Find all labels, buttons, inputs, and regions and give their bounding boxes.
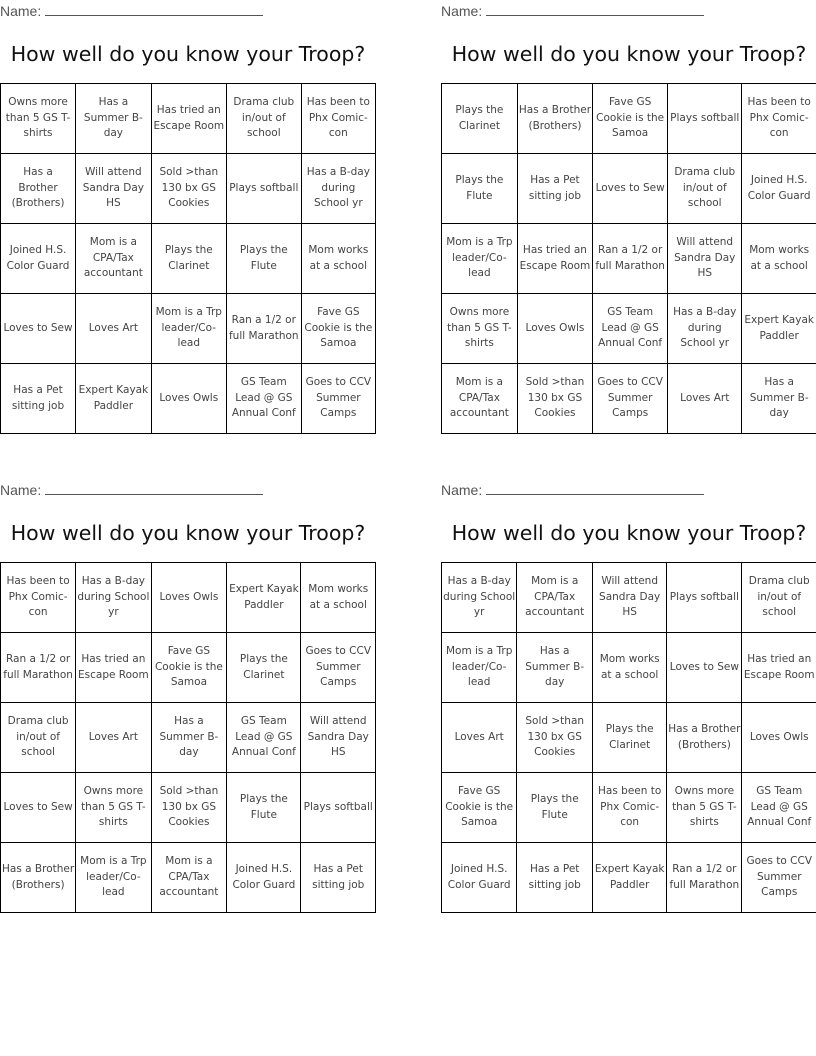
bingo-card [0,479,376,914]
name-field [441,482,704,498]
bingo-cell: Plays the Flute [227,773,301,843]
bingo-cell: Has a Summer B-day [76,84,152,154]
bingo-cell: Has a Brother (Brothers) [517,84,592,154]
bingo-cell: Plays the Flute [442,154,518,224]
grid-row [442,154,816,224]
bingo-cell: Ran a 1/2 or full Marathon [667,843,742,913]
name-label: Name: [441,482,483,498]
bingo-cell: Loves Owls [151,563,227,633]
bingo-cell: Mom is a Trp leader/Co-lead [442,633,517,703]
bingo-cell: Plays the Clarinet [442,84,518,154]
grid-row [1,364,376,434]
bingo-cell: Will attend Sandra Day HS [593,563,667,633]
bingo-cell: Has tried an Escape Room [151,84,226,154]
bingo-cell: Goes to CCV Summer Camps [742,843,816,913]
card-title: How well do you know your Troop? [451,521,807,545]
bingo-grid [441,83,816,434]
bingo-cell: Has been to Phx Comic-con [301,84,375,154]
bingo-cell: Fave GS Cookie is the Samoa [151,633,227,703]
bingo-cell: Loves to Sew [1,773,76,843]
bingo-cell: Has been to Phx Comic-con [593,773,667,843]
bingo-cell: Plays softball [301,773,376,843]
bingo-cell: Goes to CCV Summer Camps [593,364,668,434]
grid-row [442,84,816,154]
name-field [0,3,263,19]
grid-row [1,294,376,364]
bingo-cell: Loves to Sew [1,294,76,364]
bingo-cell: Loves Owls [517,294,592,364]
bingo-cell: Has a Brother (Brothers) [1,843,76,913]
bingo-cell: Sold >than 130 bx GS Cookies [151,154,226,224]
bingo-cell: Loves Art [668,364,742,434]
bingo-cell: Mom is a CPA/Tax accountant [76,224,152,294]
bingo-cell: Drama club in/out of school [226,84,301,154]
bingo-cell: Owns more than 5 GS T-shirts [442,294,518,364]
bingo-cell: Mom is a Trp leader/Co-lead [442,224,518,294]
bingo-cell: Has a Summer B-day [742,364,816,434]
bingo-cell: Mom works at a school [301,563,376,633]
bingo-cell: Fave GS Cookie is the Samoa [301,294,375,364]
bingo-cell: Ran a 1/2 or full Marathon [226,294,301,364]
bingo-cell: Mom is a Trp leader/Co-lead [151,294,226,364]
bingo-cell: Expert Kayak Paddler [76,364,152,434]
bingo-cell: Drama club in/out of school [668,154,742,224]
bingo-cell: Drama club in/out of school [1,703,76,773]
bingo-cell: Mom is a CPA/Tax accountant [151,843,227,913]
bingo-cell: Plays the Clarinet [227,633,301,703]
bingo-cell: Goes to CCV Summer Camps [301,633,376,703]
bingo-cell: Will attend Sandra Day HS [668,224,742,294]
bingo-cell: Goes to CCV Summer Camps [301,364,375,434]
bingo-cell: Has tried an Escape Room [76,633,151,703]
bingo-cell: Has a Pet sitting job [517,154,592,224]
name-field [0,482,263,498]
bingo-cell: Has a B-day during School yr [301,154,375,224]
bingo-cell: Plays the Clarinet [593,703,667,773]
bingo-cell: Has a B-day during School yr [668,294,742,364]
bingo-cell: Will attend Sandra Day HS [76,154,152,224]
bingo-cell: Has a Pet sitting job [1,364,76,434]
bingo-cell: Plays softball [667,563,742,633]
bingo-cell: Mom is a Trp leader/Co-lead [76,843,151,913]
card-title: How well do you know your Troop? [451,42,807,66]
bingo-cell: Loves Art [76,294,152,364]
bingo-cell: Loves Art [442,703,517,773]
bingo-cell: Mom is a CPA/Tax accountant [442,364,518,434]
bingo-cell: GS Team Lead @ GS Annual Conf [593,294,668,364]
bingo-cell: Mom is a CPA/Tax accountant [517,563,593,633]
bingo-cell: Loves Owls [151,364,226,434]
bingo-cell: Owns more than 5 GS T-shirts [667,773,742,843]
bingo-cell: Has a B-day during School yr [442,563,517,633]
grid-row [442,773,816,843]
bingo-cell: Mom works at a school [301,224,375,294]
bingo-card [441,479,816,914]
grid-row [442,224,816,294]
bingo-cell: Has a Brother (Brothers) [667,703,742,773]
bingo-cell: Fave GS Cookie is the Samoa [442,773,517,843]
grid-row [442,294,816,364]
grid-row [442,364,816,434]
grid-row [1,843,376,913]
bingo-grid [441,562,816,913]
name-label: Name: [0,3,42,19]
grid-row [1,84,376,154]
grid-row [1,703,376,773]
card-title: How well do you know your Troop? [10,521,366,545]
bingo-cell: Expert Kayak Paddler [227,563,301,633]
bingo-cell: Plays the Flute [226,224,301,294]
bingo-cell: Sold >than 130 bx GS Cookies [517,364,592,434]
grid-row [442,563,816,633]
name-field [441,3,704,19]
bingo-cell: Mom works at a school [593,633,667,703]
bingo-cell: Ran a 1/2 or full Marathon [1,633,76,703]
bingo-grid [0,562,376,913]
bingo-cell: Has a Summer B-day [517,633,593,703]
bingo-cell: Expert Kayak Paddler [593,843,667,913]
bingo-cell: Drama club in/out of school [742,563,816,633]
grid-row [442,843,816,913]
bingo-cell: Mom works at a school [742,224,816,294]
bingo-cell: Plays the Flute [517,773,593,843]
bingo-cell: Has been to Phx Comic-con [1,563,76,633]
bingo-cell: Sold >than 130 bx GS Cookies [151,773,227,843]
name-blank-line[interactable] [45,3,263,16]
bingo-cell: Has tried an Escape Room [517,224,592,294]
name-blank-line[interactable] [486,482,704,495]
bingo-cell: Loves to Sew [667,633,742,703]
grid-row [442,703,816,773]
bingo-cell: Has a Pet sitting job [301,843,376,913]
bingo-cell: Ran a 1/2 or full Marathon [593,224,668,294]
bingo-cell: Joined H.S. Color Guard [227,843,301,913]
bingo-cell: GS Team Lead @ GS Annual Conf [227,703,301,773]
bingo-cell: Plays the Clarinet [151,224,226,294]
name-blank-line[interactable] [486,3,704,16]
bingo-cell: Has been to Phx Comic-con [742,84,816,154]
bingo-cell: Has tried an Escape Room [742,633,816,703]
name-blank-line[interactable] [45,482,263,495]
bingo-cell: Has a Brother (Brothers) [1,154,76,224]
bingo-cell: Has a Pet sitting job [517,843,593,913]
bingo-cell: Sold >than 130 bx GS Cookies [517,703,593,773]
bingo-cell: Will attend Sandra Day HS [301,703,376,773]
grid-row [1,633,376,703]
bingo-cell: GS Team Lead @ GS Annual Conf [742,773,816,843]
name-label: Name: [0,482,42,498]
bingo-cell: Expert Kayak Paddler [742,294,816,364]
bingo-cell: Loves Art [76,703,151,773]
bingo-cell: Has a Summer B-day [151,703,227,773]
bingo-cell: Joined H.S. Color Guard [442,843,517,913]
bingo-cell: Owns more than 5 GS T-shirts [1,84,76,154]
bingo-cell: GS Team Lead @ GS Annual Conf [226,364,301,434]
grid-row [1,154,376,224]
bingo-cell: Joined H.S. Color Guard [1,224,76,294]
bingo-cell: Has a B-day during School yr [76,563,151,633]
bingo-card [441,0,816,435]
bingo-cell: Owns more than 5 GS T-shirts [76,773,151,843]
bingo-grid [0,83,376,434]
grid-row [442,633,816,703]
bingo-card [0,0,376,435]
grid-row [1,773,376,843]
bingo-cell: Loves to Sew [593,154,668,224]
grid-row [1,563,376,633]
card-title: How well do you know your Troop? [10,42,366,66]
grid-row [1,224,376,294]
bingo-cell: Joined H.S. Color Guard [742,154,816,224]
bingo-cell: Fave GS Cookie is the Samoa [593,84,668,154]
bingo-cell: Plays softball [226,154,301,224]
bingo-cell: Loves Owls [742,703,816,773]
bingo-cell: Plays softball [668,84,742,154]
name-label: Name: [441,3,483,19]
